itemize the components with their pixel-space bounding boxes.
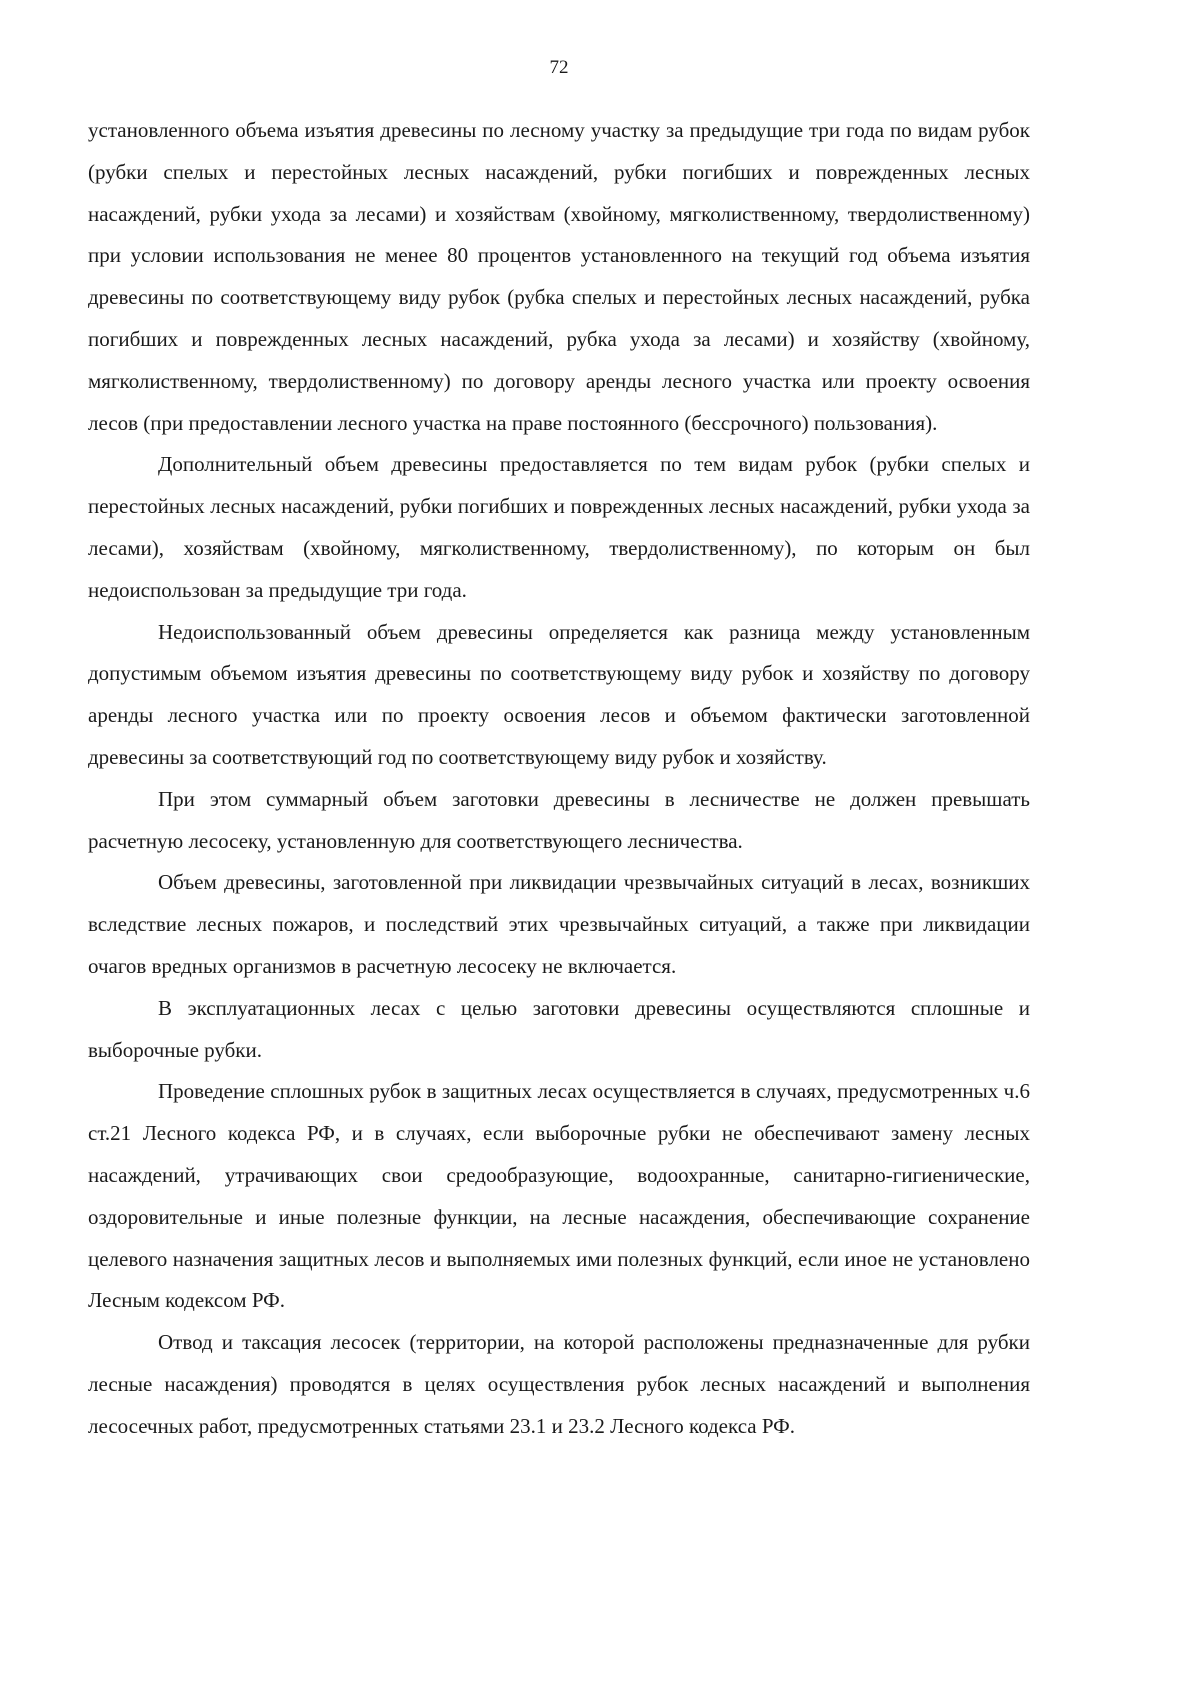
page-number: 72 — [549, 57, 569, 78]
paragraph-operational-forests: В эксплуатационных лесах с целью заготовки древесины осуществляются сплошные и выборочные рубки. — [88, 995, 1030, 1062]
paragraph-emergency-volume: Объем древесины, заготовленной при ликвидации чрезвычайных ситуаций в лесах, возникших вследствие лесных пожаров, и последствий этих чрезвычайных ситуаций, а также при ликвидации очагов вредных организмов в расчетную лесосеку не включается. — [88, 870, 1030, 978]
paragraph-additional-volume: Дополнительный объем древесины предоставляется по тем видам рубок (рубки спелых и перестойных лесных насаждений, рубки погибших и поврежденных лесных насаждений, рубки ухода за лесами), хозяйствам (хвойному, мягколиственному, твердолиственному), по которым он был недоиспользован за предыдущие три года. — [88, 452, 1030, 602]
paragraph-total-volume: При этом суммарный объем заготовки древесины в лесничестве не должен превышать расчетную лесосеку, установленную для соответствующего лесничества. — [88, 786, 1030, 853]
paragraph-continuation: установленного объема изъятия древесины по лесному участку за предыдущие три года по видам рубок (рубки спелых и перестойных лесных насаждений, рубки погибших и поврежденных лесных насаждений, рубки ухода за лесами) и хозяйствам (хвойному, мягколиственному, твердолиственному) при условии использования не менее 80 процентов установленного на текущий год объема изъятия древесины по соответствующему виду рубок (рубка спелых и перестойных лесных насаждений, рубка погибших и поврежденных лесных насаждений, рубка ухода за лесами) и хозяйству (хвойному, мягколиственному, твердолиственному) по договору аренды лесного участка или проекту освоения лесов (при предоставлении лесного участка на праве постоянного (бессрочного) пользования). — [88, 118, 1030, 435]
document-body — [88, 110, 1030, 1448]
paragraph-clear-cutting: Проведение сплошных рубок в защитных лесах осуществляется в случаях, предусмотренных ч.6 ст.21 Лесного кодекса РФ, и в случаях, если выборочные рубки не обеспечивают замену лесных насаждений, утрачивающих свои средообразующие, водоохранные, санитарно-гигиенические, оздоровительные и иные полезные функции, на лесные насаждения, обеспечивающие сохранение целевого назначения защитных лесов и выполняемых ими полезных функций, если иное не установлено Лесным кодексом РФ. — [88, 1079, 1030, 1313]
paragraph-unused-volume: Недоиспользованный объем древесины определяется как разница между установленным допустимым объемом изъятия древесины по соответствующему виду рубок и хозяйству по договору аренды лесного участка или по проекту освоения лесов и объемом фактически заготовленной древесины за соответствующий год по соответствующему виду рубок и хозяйству. — [88, 619, 1030, 769]
paragraph-allotment-taxation: Отвод и таксация лесосек (территории, на которой расположены предназначенные для рубки лесные насаждения) проводятся в целях осуществления рубок лесных насаждений и выполнения лесосечных работ, предусмотренных статьями 23.1 и 23.2 Лесного кодекса РФ. — [88, 1330, 1030, 1438]
